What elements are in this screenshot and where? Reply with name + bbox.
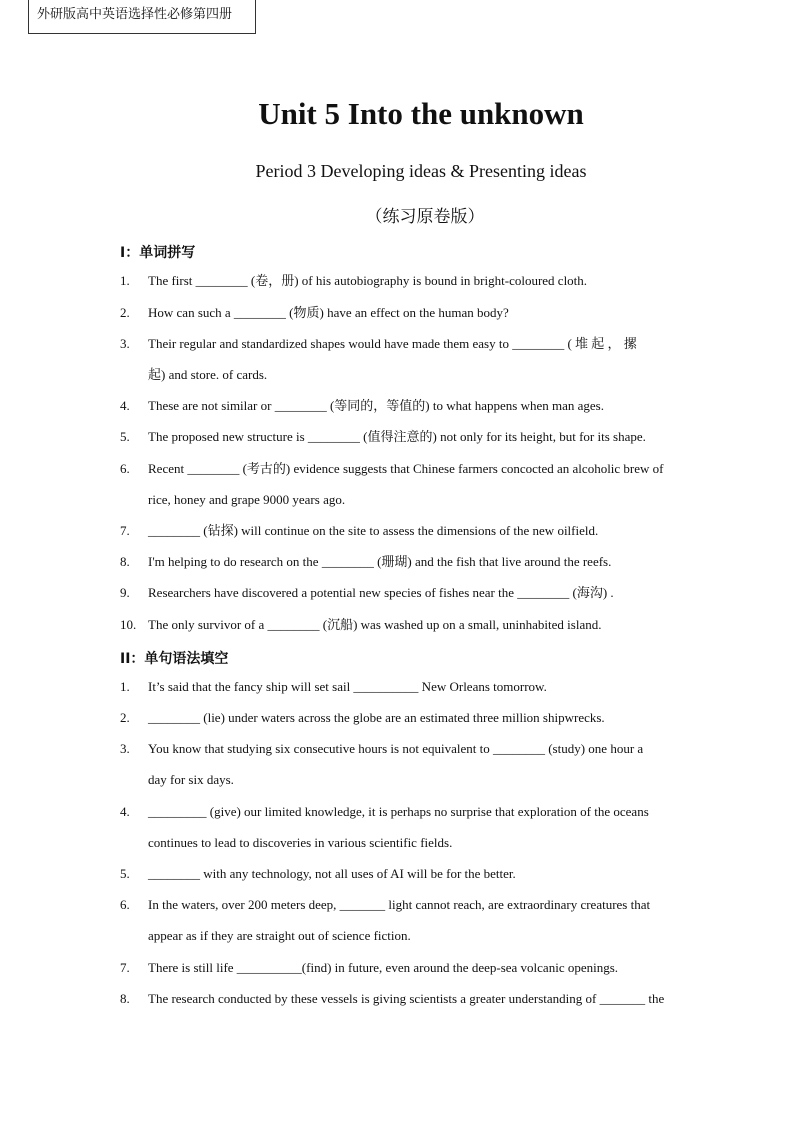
- question-text: Researchers have discovered a potential new species of fishes near the ________ (海沟) .: [148, 585, 614, 600]
- question-text: The proposed new structure is ________ (值得注意的) not only for its height, but for its shape.: [148, 429, 646, 444]
- question-item: [120, 421, 724, 452]
- question-number: 9.: [120, 585, 130, 600]
- question-number: 5.: [120, 429, 130, 444]
- question-item: [120, 515, 724, 546]
- page-title: Unit 5 Into the unknown: [258, 96, 584, 131]
- question-text: I'm helping to do research on the ________ (珊瑚) and the fish that live around the reefs.: [148, 554, 612, 569]
- question-text: ________ (lie) under waters across the globe are an estimated three million shipwrecks.: [148, 710, 605, 725]
- question-item: [120, 577, 724, 608]
- question-number: 2.: [120, 305, 130, 320]
- question-number: 1.: [120, 273, 130, 288]
- question-item: [120, 702, 724, 733]
- question-item: [120, 390, 724, 421]
- question-item: [120, 328, 724, 390]
- question-number: 2.: [120, 710, 130, 725]
- question-number: 3.: [120, 741, 130, 756]
- question-text: It’s said that the fancy ship will set sail __________ New Orleans tomorrow.: [148, 679, 547, 694]
- question-number: 8.: [120, 554, 130, 569]
- question-text: The research conducted by these vessels is giving scientists a greater understanding of _______ the: [148, 991, 665, 1006]
- question-number: 5.: [120, 866, 130, 881]
- question-text-continued: rice, honey and grape 9000 years ago.: [148, 492, 346, 507]
- section-heading-grammar-fill: II：单句语法填空: [120, 651, 229, 667]
- question-text: There is still life __________(find) in future, even around the deep-sea volcanic openings.: [148, 960, 619, 975]
- question-number: 3.: [120, 336, 130, 351]
- question-item: [120, 983, 724, 1014]
- question-item: [120, 671, 724, 702]
- question-text-continued: 起) and store. of cards.: [148, 367, 268, 382]
- question-item: [120, 733, 724, 795]
- textbook-tag: 外研版高中英语选择性必修第四册: [28, 0, 256, 34]
- question-item: [120, 796, 724, 858]
- question-text: These are not similar or ________ (等同的，等值的) to what happens when man ages.: [148, 398, 604, 413]
- question-text-continued: continues to lead to discoveries in various scientific fields.: [148, 835, 453, 850]
- question-item: [120, 858, 724, 889]
- question-number: 6.: [120, 897, 130, 912]
- question-item: [120, 609, 724, 640]
- edition-note: （练习原卷版）: [365, 207, 485, 227]
- question-text: You know that studying six consecutive hours is not equivalent to ________ (study) one hour a: [148, 741, 644, 756]
- question-number: 4.: [120, 804, 130, 819]
- page-subtitle: Period 3 Developing ideas & Presenting ideas: [255, 161, 587, 181]
- question-text: ________ (钻探) will continue on the site to assess the dimensions of the new oilfield.: [148, 523, 599, 538]
- question-item: [120, 889, 724, 951]
- question-number: 7.: [120, 523, 130, 538]
- question-text-continued: day for six days.: [148, 772, 234, 787]
- question-item: [120, 297, 724, 328]
- question-text: Their regular and standardized shapes would have made them easy to ________ ( 堆 起 ， 摞: [148, 336, 637, 351]
- question-text: ________ with any technology, not all uses of AI will be for the better.: [148, 866, 516, 881]
- question-number: 4.: [120, 398, 130, 413]
- question-text: _________ (give) our limited knowledge, it is perhaps no surprise that exploration of the oceans: [148, 804, 649, 819]
- question-text: The only survivor of a ________ (沉船) was washed up on a small, uninhabited island.: [148, 617, 602, 632]
- question-number: 6.: [120, 461, 130, 476]
- question-text-continued: appear as if they are straight out of science fiction.: [148, 928, 411, 943]
- question-number: 1.: [120, 679, 130, 694]
- question-text: In the waters, over 200 meters deep, _______ light cannot reach, are extraordinary creatures that: [148, 897, 651, 912]
- question-item: [120, 952, 724, 983]
- question-item: [120, 265, 724, 296]
- question-text: The first ________ (卷，册) of his autobiography is bound in bright-coloured cloth.: [148, 273, 588, 288]
- question-text: How can such a ________ (物质) have an effect on the human body?: [148, 305, 509, 320]
- question-number: 7.: [120, 960, 130, 975]
- question-text: Recent ________ (考古的) evidence suggests that Chinese farmers concocted an alcoholic brew of: [148, 461, 664, 476]
- question-number: 10.: [120, 617, 137, 632]
- question-item: [120, 453, 724, 515]
- question-item: [120, 546, 724, 577]
- question-number: 8.: [120, 991, 130, 1006]
- section-heading-word-spelling: I：单词拼写: [120, 245, 196, 261]
